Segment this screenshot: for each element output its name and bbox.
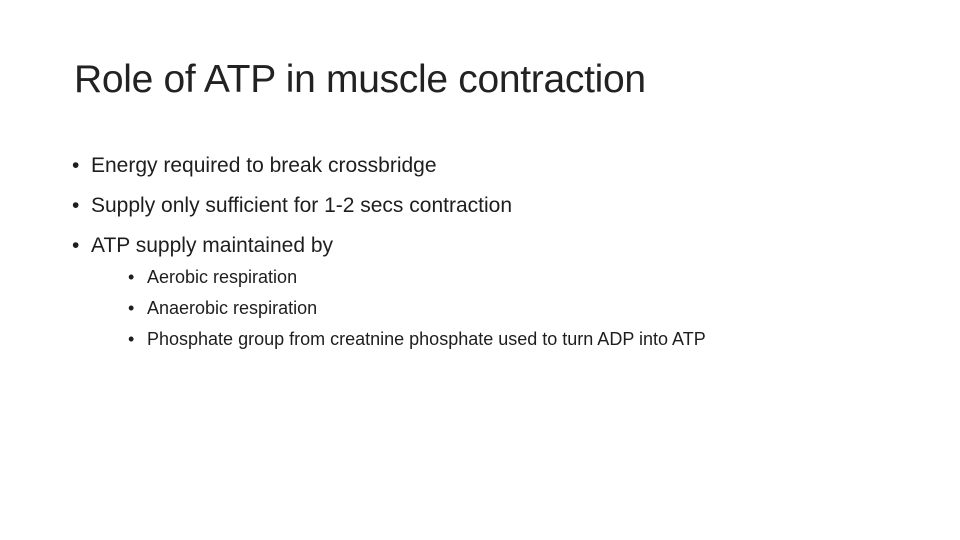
bullet-text: Energy required to break crossbridge: [91, 154, 437, 177]
sub-bullet-item: [128, 262, 932, 293]
sub-bullet-text: Aerobic respiration: [147, 267, 298, 287]
bullet-text: ATP supply maintained by: [91, 234, 334, 257]
slide-title: Role of ATP in muscle contraction: [74, 58, 646, 101]
sub-bullet-item: [128, 324, 932, 355]
bullet-marker: •: [72, 234, 80, 257]
bullet-marker: •: [128, 267, 135, 287]
sub-bullet-text: Anaerobic respiration: [147, 298, 318, 318]
bullet-text: Supply only sufficient for 1-2 secs contraction: [91, 194, 512, 217]
bullet-item: [72, 226, 932, 355]
sub-bullet-text: Phosphate group from creatnine phosphate used to turn ADP into ATP: [147, 329, 706, 349]
bullet-marker: •: [72, 194, 80, 217]
bullet-list: [72, 146, 932, 355]
bullet-item: [72, 146, 932, 186]
bullet-marker: •: [72, 154, 80, 177]
bullet-marker: •: [128, 298, 135, 318]
bullet-item: [72, 186, 932, 226]
sub-bullet-item: [128, 293, 932, 324]
bullet-marker: •: [128, 329, 135, 349]
sub-bullet-list: [91, 262, 932, 355]
